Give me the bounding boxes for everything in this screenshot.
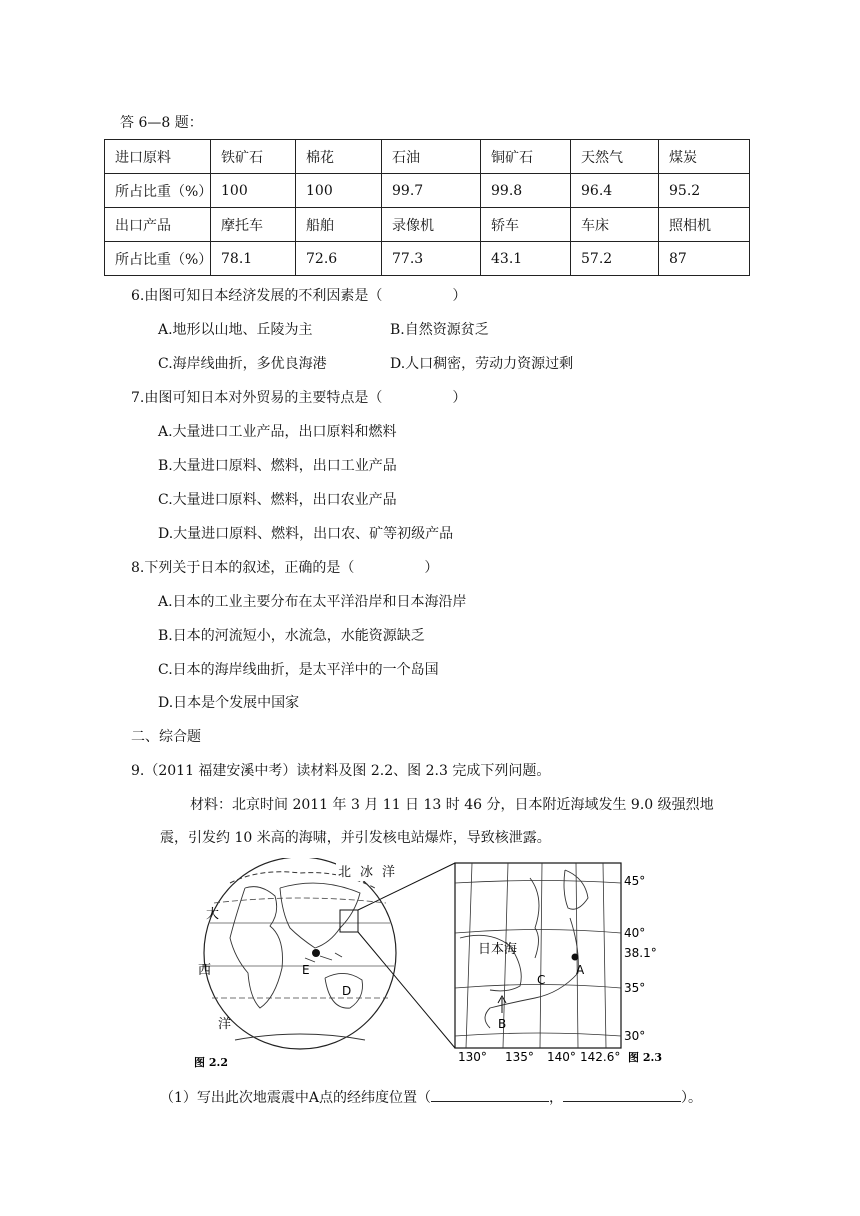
map-label-yang: 洋 (218, 1017, 232, 1032)
table-cell: 所占比重（%） (105, 242, 211, 276)
table-row (105, 174, 750, 208)
lon-label-130: 130° (458, 1050, 487, 1064)
q6-option-c: C.海岸线曲折，多优良海港 (158, 356, 327, 372)
table-cell: 所占比重（%） (105, 174, 211, 208)
table-cell: 出口产品 (105, 208, 211, 242)
map-label-ocean: 洋 (382, 865, 396, 880)
lat-label-40: 40° (624, 926, 646, 940)
material-line-2: 震，引发约 10 米高的海啸，并引发核电站爆炸，导致核泄露。 (160, 830, 551, 846)
table-cell: 棉花 (296, 140, 382, 174)
lon-label-142-6: 142.6° (580, 1050, 621, 1064)
map-point-a: A (576, 963, 585, 977)
table-cell: 77.3 (382, 242, 481, 276)
table-cell: 石油 (382, 140, 481, 174)
lat-label-35: 35° (624, 981, 646, 995)
figure-caption-2-3: 图 2.3 (628, 1051, 662, 1064)
table-cell: 轿车 (481, 208, 571, 242)
map-label-e: E (302, 963, 310, 977)
q8-option-a: A.日本的工业主要分布在太平洋沿岸和日本海沿岸 (158, 594, 467, 610)
table-cell: 99.8 (481, 174, 571, 208)
table-cell: 照相机 (659, 208, 750, 242)
map-label-xi: 西 (198, 963, 212, 978)
figure-caption-2-2: 图 2.2 (194, 1056, 228, 1068)
table-cell: 72.6 (296, 242, 382, 276)
sub-question-1-prefix: （1）写出此次地震震中A点的经纬度位置（ (160, 1090, 432, 1106)
lat-label-38-1: 38.1° (624, 946, 657, 960)
map-label-north: 北 (338, 865, 352, 880)
table-cell: 录像机 (382, 208, 481, 242)
trade-table (104, 139, 750, 276)
table-cell: 船舶 (296, 208, 382, 242)
table-cell: 车床 (571, 208, 659, 242)
q6-option-b: B.自然资源贫乏 (390, 322, 489, 338)
table-cell: 100 (211, 174, 296, 208)
map-label-d: D (342, 984, 352, 998)
table-cell: 95.2 (659, 174, 750, 208)
q7-option-a: A.大量进口工业产品，出口原料和燃料 (158, 424, 397, 440)
answer-blank-latitude[interactable] (563, 1089, 681, 1102)
table-cell: 摩托车 (211, 208, 296, 242)
question-9-stem: 9.（2011 福建安溪中考）读材料及图 2.2、图 2.3 完成下列问题。 (131, 763, 551, 779)
q8-option-b: B.日本的河流短小，水流急，水能资源缺乏 (158, 628, 425, 644)
sea-of-japan-label: 日本海 (478, 942, 518, 957)
question-6-stem: 6.由图可知日本经济发展的不利因素是（ ） (131, 288, 467, 304)
table-cell: 铜矿石 (481, 140, 571, 174)
answer-blank-longitude[interactable] (431, 1089, 549, 1102)
map-point-b: B (498, 1017, 507, 1031)
table-row (105, 208, 750, 242)
table-cell: 57.2 (571, 242, 659, 276)
table-cell: 天然气 (571, 140, 659, 174)
question-8-stem: 8.下列关于日本的叙述，正确的是（ ） (131, 560, 439, 576)
q7-option-c: C.大量进口原料、燃料，出口农业产品 (158, 492, 397, 508)
q8-option-c: C.日本的海岸线曲折，是太平洋中的一个岛国 (158, 662, 439, 678)
map-label-ice: 冰 (360, 865, 374, 880)
sub-question-1-suffix: ）。 (681, 1090, 703, 1106)
table-cell: 43.1 (481, 242, 571, 276)
table-cell: 铁矿石 (211, 140, 296, 174)
question-7-stem: 7.由图可知日本对外贸易的主要特点是（ ） (131, 390, 467, 406)
world-map (194, 858, 398, 1068)
table-row (105, 140, 750, 174)
map-label-da: 大 (206, 907, 220, 922)
table-cell: 煤炭 (659, 140, 750, 174)
lat-label-30: 30° (624, 1029, 646, 1043)
q7-option-d: D.大量进口原料、燃料，出口农、矿等初级产品 (158, 526, 454, 542)
japan-inset-map (455, 863, 662, 1064)
table-cell: 78.1 (211, 242, 296, 276)
map-point-c: C (537, 973, 546, 987)
sub-question-1-separator: ， (549, 1090, 564, 1106)
lon-label-135: 135° (505, 1050, 534, 1064)
q6-option-a: A.地形以山地、丘陵为主 (158, 322, 313, 338)
maps-figure (190, 858, 690, 1068)
sub-question-1 (160, 1087, 702, 1107)
intro-text: 答 6—8 题： (120, 115, 203, 131)
table-cell: 96.4 (571, 174, 659, 208)
q7-option-b: B.大量进口原料、燃料，出口工业产品 (158, 458, 397, 474)
lon-label-140: 140° (547, 1050, 576, 1064)
table-cell: 100 (296, 174, 382, 208)
material-line-1: 材料：北京时间 2011 年 3 月 11 日 13 时 46 分，日本附近海域发生 9.0 级强烈地 (190, 797, 714, 813)
table-cell: 进口原料 (105, 140, 211, 174)
lat-label-45: 45° (624, 874, 646, 888)
q8-option-d: D.日本是个发展中国家 (158, 695, 300, 711)
q6-option-d: D.人口稠密，劳动力资源过剩 (390, 356, 574, 372)
section-heading: 二、综合题 (131, 729, 201, 745)
table-cell: 87 (659, 242, 750, 276)
table-cell: 99.7 (382, 174, 481, 208)
table-row (105, 242, 750, 276)
